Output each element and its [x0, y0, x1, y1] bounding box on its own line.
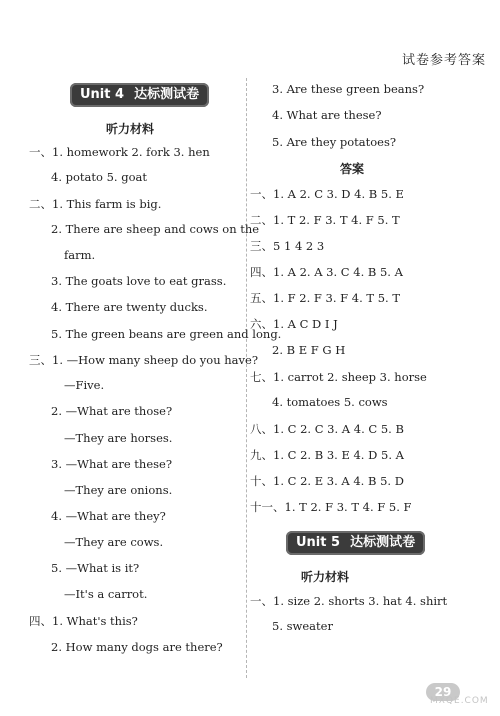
- answer-line: 三、5 1 4 2 3: [250, 239, 325, 253]
- answer-line: 十、1. C 2. E 3. A 4. B 5. D: [250, 474, 404, 488]
- left-line: 4. —What are they?: [51, 509, 166, 523]
- unit4-banner-unit: Unit 4: [80, 87, 125, 102]
- unit5-banner-title: 达标测试卷: [350, 535, 416, 550]
- answer-line: 4. tomatoes 5. cows: [272, 395, 388, 409]
- answer-line: 七、1. carrot 2. sheep 3. horse: [250, 370, 427, 384]
- unit5-banner: [286, 531, 425, 555]
- unit4-banner: [70, 83, 209, 107]
- answer-line: 一、1. A 2. C 3. D 4. B 5. E: [250, 187, 404, 201]
- left-line: 4. potato 5. goat: [51, 170, 147, 184]
- answer-line: 九、1. C 2. B 3. E 4. D 5. A: [250, 448, 404, 462]
- answer-line: 四、1. A 2. A 3. C 4. B 5. A: [250, 265, 403, 279]
- page-number: 29: [426, 683, 460, 701]
- left-line: 二、1. This farm is big.: [29, 197, 162, 211]
- answer-line: 五、1. F 2. F 3. F 4. T 5. T: [250, 291, 401, 305]
- left-line: —They are onions.: [64, 483, 173, 497]
- unit5-banner-unit: Unit 5: [296, 535, 341, 550]
- left-line: 4. There are twenty ducks.: [51, 300, 208, 314]
- left-line: 2. How many dogs are there?: [51, 640, 223, 654]
- left-line: 2. —What are those?: [51, 404, 173, 418]
- left-line: 一、1. homework 2. fork 3. hen: [29, 145, 210, 159]
- left-line: —It's a carrot.: [64, 587, 148, 601]
- left-line: 2. There are sheep and cows on the: [51, 222, 260, 236]
- unit4-banner-title: 达标测试卷: [134, 87, 200, 102]
- left-line: 3. —What are these?: [51, 457, 173, 471]
- left-line: —They are cows.: [64, 535, 164, 549]
- left-line: 四、1. What's this?: [29, 614, 138, 628]
- unit5-listening-title: 听力材料: [301, 570, 350, 584]
- answer-line: 2. B E F G H: [272, 343, 346, 357]
- answer-line: 六、1. A C D I J: [250, 317, 338, 331]
- left-line: 5. The green beans are green and long.: [51, 327, 282, 341]
- unit4-listening-title: 听力材料: [106, 122, 155, 136]
- answers-title: 答案: [340, 162, 365, 176]
- left-line: —They are horses.: [64, 431, 173, 445]
- left-line: 三、1. —How many sheep do you have?: [29, 353, 258, 367]
- left-line: —Five.: [64, 378, 105, 392]
- answer-line: 八、1. C 2. C 3. A 4. C 5. B: [250, 422, 404, 436]
- right-line: 3. Are these green beans?: [272, 82, 425, 96]
- left-line: 5. —What is it?: [51, 561, 140, 575]
- page-header-title: 试卷参考答案: [401, 53, 486, 68]
- right-line: 5. Are they potatoes?: [272, 135, 397, 149]
- right-line: 5. sweater: [272, 619, 333, 633]
- right-line: 4. What are these?: [272, 108, 382, 122]
- column-divider: [246, 78, 247, 678]
- right-line: 一、1. size 2. shorts 3. hat 4. shirt: [250, 594, 448, 608]
- watermark: MXQE.COM: [430, 696, 489, 706]
- answer-line: 十一、1. T 2. F 3. T 4. F 5. F: [250, 500, 412, 514]
- left-line: 3. The goats love to eat grass.: [51, 274, 227, 288]
- answer-line: 二、1. T 2. F 3. T 4. F 5. T: [250, 213, 400, 227]
- left-line: farm.: [64, 248, 96, 262]
